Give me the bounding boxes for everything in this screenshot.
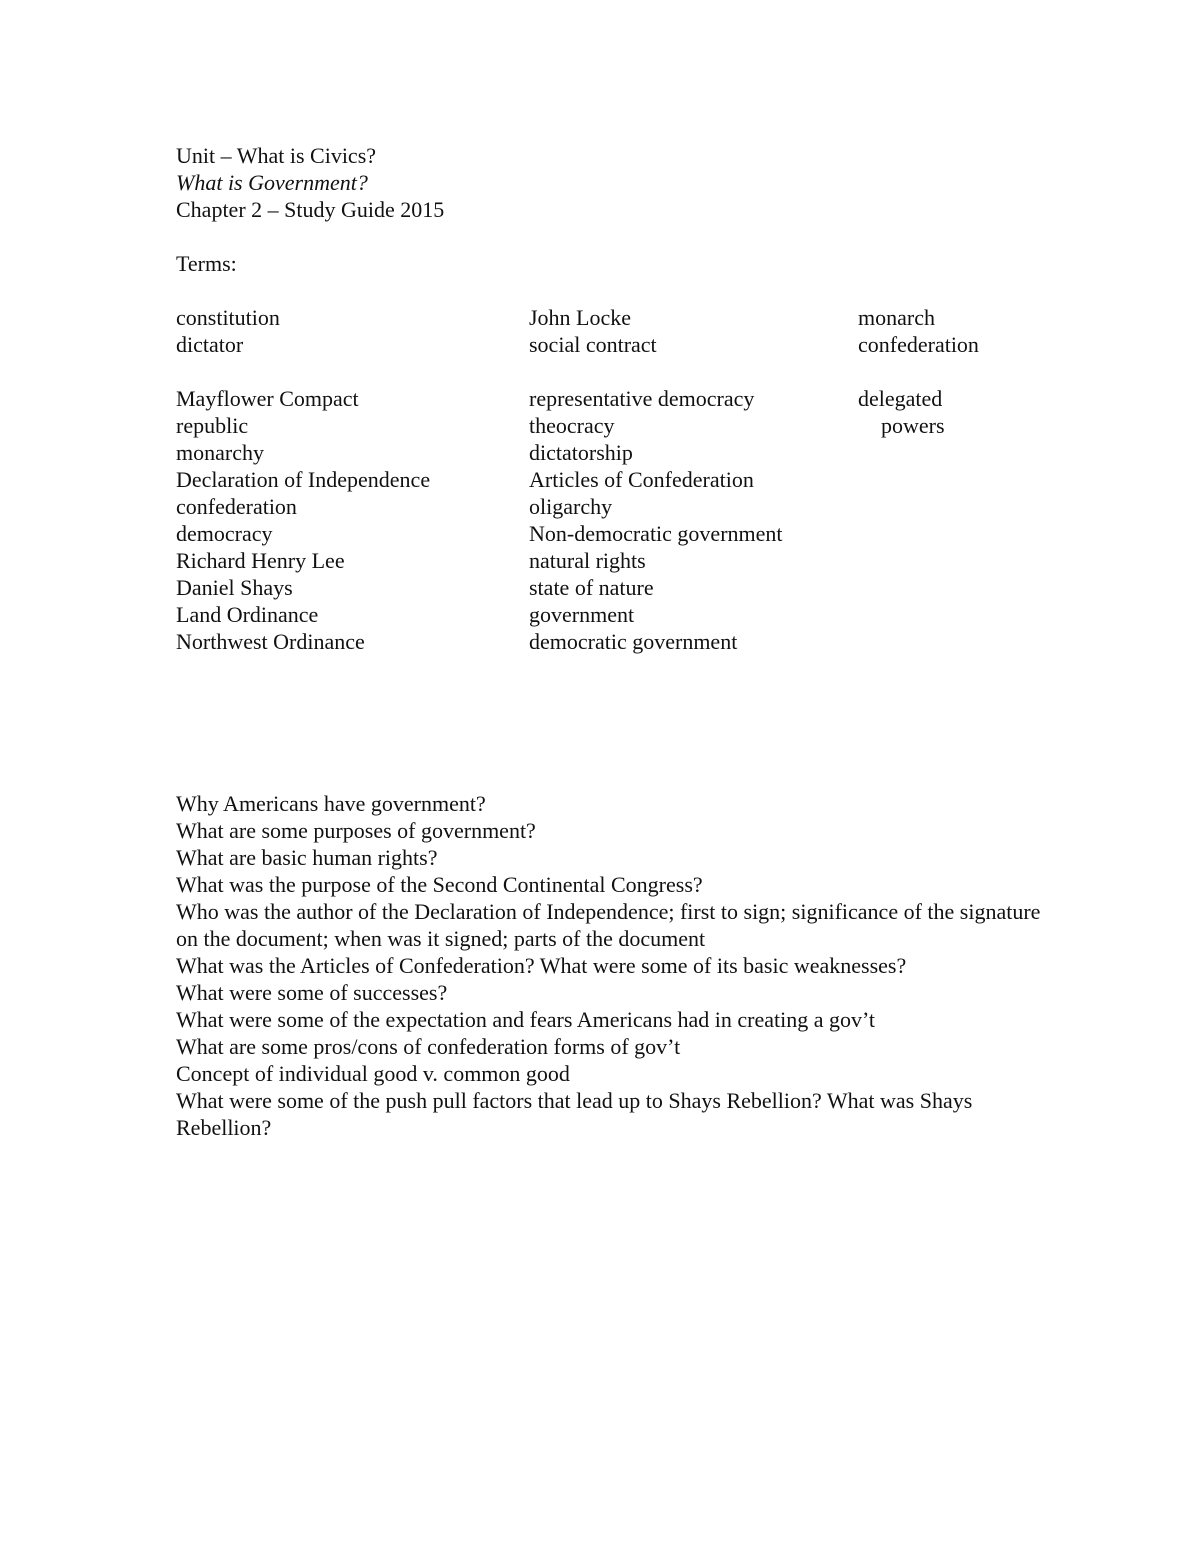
question: What are some pros/cons of confederation forms of gov’t bbox=[176, 1034, 681, 1059]
questions-list bbox=[176, 790, 1056, 1141]
term: social contract bbox=[529, 332, 657, 357]
term: democratic government bbox=[529, 629, 738, 654]
unit-title: Unit – What is Civics? bbox=[176, 143, 377, 168]
question: Concept of individual good v. common good bbox=[176, 1061, 570, 1086]
terms-column-2 bbox=[529, 304, 783, 655]
chapter-title: Chapter 2 – Study Guide 2015 bbox=[176, 197, 445, 222]
spacer bbox=[529, 358, 783, 385]
term: powers bbox=[881, 413, 945, 438]
term: monarchy bbox=[176, 440, 264, 465]
question: What are some purposes of government? bbox=[176, 818, 536, 843]
spacer bbox=[176, 655, 1056, 790]
question: What were some of the push pull factors that lead up to Shays Rebellion? What was Shays Rebellion? bbox=[176, 1088, 973, 1140]
terms-column-3 bbox=[858, 304, 979, 439]
term: confederation bbox=[176, 494, 297, 519]
terms-grid bbox=[176, 304, 1056, 655]
term: democracy bbox=[176, 521, 273, 546]
term: republic bbox=[176, 413, 249, 438]
spacer bbox=[176, 358, 430, 385]
spacer bbox=[858, 358, 979, 385]
term: Non-democratic government bbox=[529, 521, 783, 546]
question: What was the Articles of Confederation? What were some of its basic weaknesses? bbox=[176, 953, 907, 978]
spacer bbox=[176, 277, 1056, 304]
spacer bbox=[176, 223, 1056, 250]
term: dictatorship bbox=[529, 440, 633, 465]
term: dictator bbox=[176, 332, 244, 357]
term: Richard Henry Lee bbox=[176, 548, 345, 573]
question: What were some of successes? bbox=[176, 980, 448, 1005]
term: government bbox=[529, 602, 635, 627]
term: Daniel Shays bbox=[176, 575, 293, 600]
term: oligarchy bbox=[529, 494, 613, 519]
term: Land Ordinance bbox=[176, 602, 319, 627]
study-guide-page bbox=[176, 142, 1056, 1141]
term: Articles of Confederation bbox=[529, 467, 754, 492]
term: John Locke bbox=[529, 305, 632, 330]
term: confederation bbox=[858, 332, 979, 357]
term: representative democracy bbox=[529, 386, 755, 411]
term: Declaration of Independence bbox=[176, 467, 431, 492]
term: state of nature bbox=[529, 575, 654, 600]
question: What are basic human rights? bbox=[176, 845, 438, 870]
terms-label: Terms: bbox=[176, 251, 237, 276]
question: Why Americans have government? bbox=[176, 791, 486, 816]
question: What was the purpose of the Second Continental Congress? bbox=[176, 872, 703, 897]
terms-column-1 bbox=[176, 304, 430, 655]
term: natural rights bbox=[529, 548, 646, 573]
question: What were some of the expectation and fears Americans had in creating a gov’t bbox=[176, 1007, 876, 1032]
term: constitution bbox=[176, 305, 280, 330]
term: Northwest Ordinance bbox=[176, 629, 365, 654]
term: Mayflower Compact bbox=[176, 386, 359, 411]
subtitle: What is Government? bbox=[176, 170, 368, 195]
term: delegated bbox=[858, 386, 943, 411]
question: Who was the author of the Declaration of Independence; first to sign; significance of the signature on the document; when was it signed; parts of the document bbox=[176, 899, 1041, 951]
term: theocracy bbox=[529, 413, 615, 438]
term: monarch bbox=[858, 305, 935, 330]
